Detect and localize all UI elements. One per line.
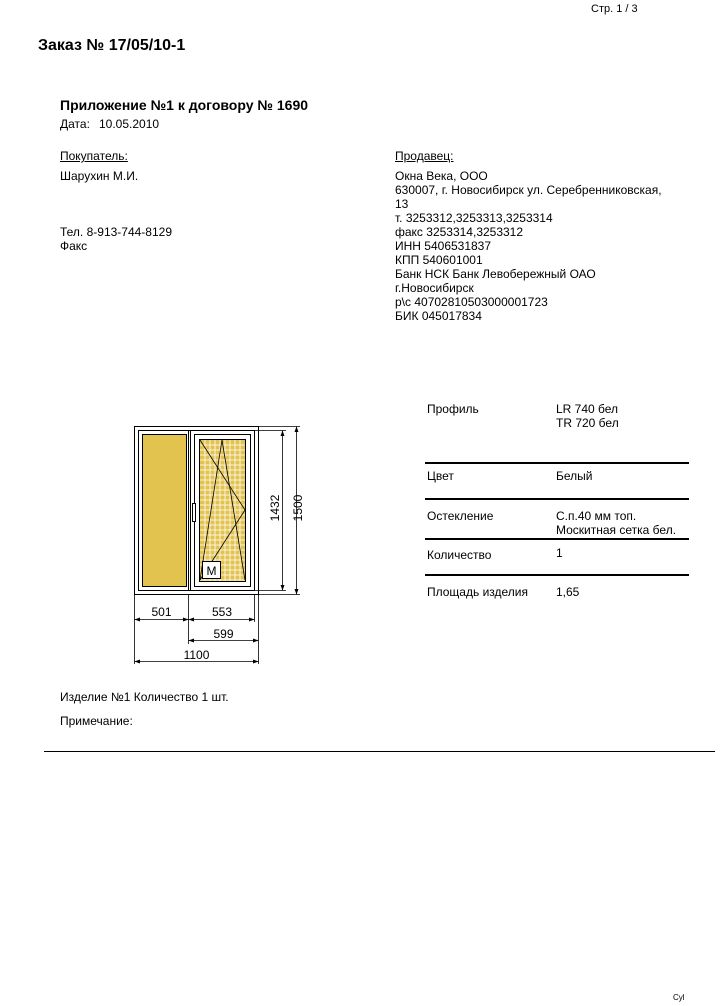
dim-left: 501 (151, 605, 172, 619)
seller-heading: Продавец: (395, 149, 454, 163)
seller-line: факс 3253314,3253312 (395, 225, 524, 239)
seller-line: т. 3253312,3253313,3253314 (395, 211, 553, 225)
spec-divider (425, 538, 689, 540)
seller-line: Банк НСК Банк Левобережный ОАО (395, 267, 596, 281)
spec-value: Белый (556, 469, 593, 483)
window-drawing (120, 418, 320, 668)
seller-line: 630007, г. Новосибирск ул. Серебренниковская, (395, 183, 662, 197)
spec-label: Количество (427, 548, 492, 562)
spec-value: 1,65 (556, 585, 580, 599)
dim-right-frame: 599 (213, 627, 234, 641)
order-title: Заказ № 17/05/10-1 (38, 37, 186, 54)
seller-line: ИНН 5406531837 (395, 239, 492, 253)
spec-value-line: Москитная сетка бел. (556, 523, 677, 537)
spec-divider (425, 498, 689, 500)
spec-divider (425, 462, 689, 464)
footer-mark: Cyl (673, 993, 685, 1002)
spec-label: Профиль (427, 402, 479, 416)
dim-right: 553 (211, 605, 233, 619)
dim-total-width: 1100 (183, 648, 210, 662)
spec-label: Цвет (427, 469, 454, 483)
spec-value: 1 (556, 546, 563, 560)
seller-line: КПП 540601001 (395, 253, 483, 267)
spec-value-line: LR 740 бел (556, 402, 619, 416)
buyer-name: Шарухин М.И. (60, 169, 139, 183)
sash-mark: М (206, 564, 217, 578)
fixed-pane-glass (143, 435, 187, 587)
spec-value (556, 509, 676, 537)
seller-line: р\с 40702810503000001723 (395, 295, 548, 309)
dim-height-inner: 1432 (268, 494, 282, 522)
spec-value (556, 402, 619, 430)
date-value: 10.05.2010 (99, 117, 160, 131)
buyer-heading: Покупатель: (60, 149, 128, 163)
page-indicator: Стр. 1 / 3 (591, 3, 638, 15)
buyer-fax: Факс (60, 239, 88, 253)
handle-icon (193, 504, 196, 522)
dim-height-total: 1500 (291, 494, 305, 522)
seller-line: Окна Века, ООО (395, 169, 488, 183)
seller-details (395, 169, 662, 323)
spec-value-line: TR 720 бел (556, 416, 619, 430)
spec-label: Площадь изделия (427, 585, 528, 599)
seller-line: БИК 045017834 (395, 309, 482, 323)
spec-value-line: С.п.40 мм топ. (556, 509, 637, 523)
note-label: Примечание: (60, 714, 133, 728)
seller-line: 13 (395, 197, 409, 211)
seller-line: г.Новосибирск (395, 281, 474, 295)
item-summary: Изделие №1 Количество 1 шт. (60, 690, 229, 704)
buyer-phone: Тел. 8-913-744-8129 (60, 225, 173, 239)
date-label: Дата: (60, 117, 90, 131)
section-divider (44, 751, 715, 752)
spec-label: Остекление (427, 509, 494, 523)
spec-divider (425, 574, 689, 576)
annex-title: Приложение №1 к договору № 1690 (60, 97, 309, 113)
